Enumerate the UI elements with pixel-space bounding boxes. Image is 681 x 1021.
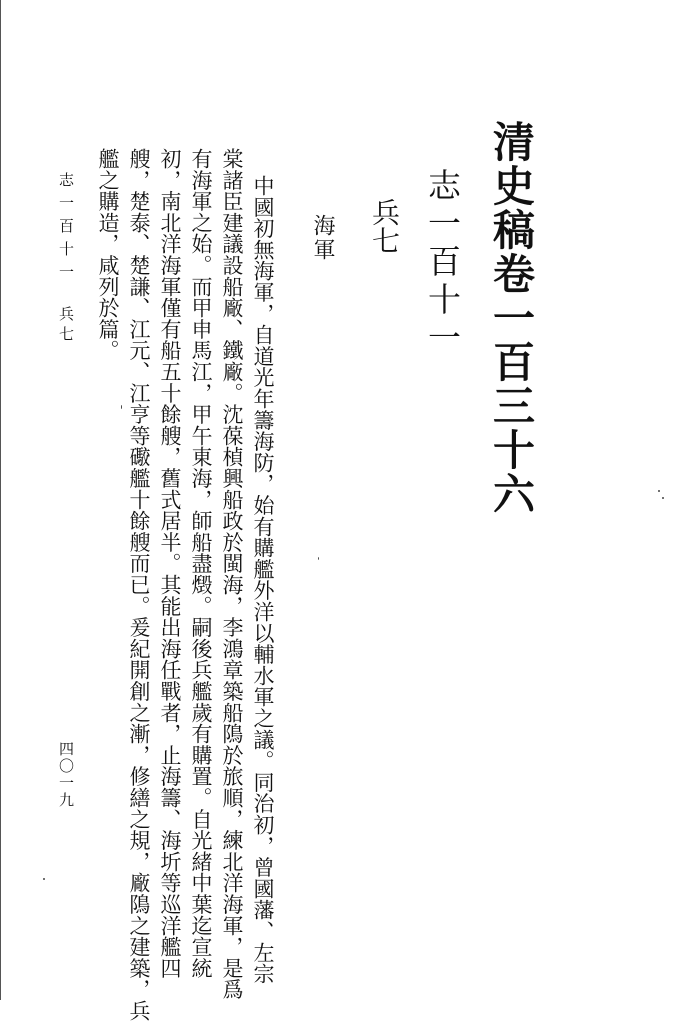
body-column-4: 初，南北洋海軍僅有船五十餘艘，舊式居半。其能出海任戰者，止海籌、海圻等巡洋艦四 [158,148,182,979]
paper-speck [318,557,319,560]
section-heading: 兵七 [368,198,401,254]
paper-speck [662,497,664,499]
margin-section-label: 兵七 [57,306,75,346]
body-column-2: 棠諸臣建議設船廠、鐵廠。沈葆楨興船政於閩海，李鴻章築船隝於旅順，練北洋海軍，是爲 [220,148,244,1000]
body-column-1: 中國初無海軍，自道光年籌海防，始有購艦外洋以輔水軍之議。同治初，曾國藩、左宗 [251,175,275,985]
body-column-5: 艘，楚泰、楚謙、江元、江亨等礮艦十餘艘而已。爰紀開創之漸，修繕之規，廠隝之建築，兵 [127,148,151,1021]
paper-speck [121,405,122,409]
book-title: 清史稿卷一百三十六 [487,120,536,516]
body-column-6: 艦之購造，咸列於篇。 [96,148,120,361]
body-column-3: 有海軍之始。而甲申馬江，甲午東海，師船盡燬。嗣後兵艦歲有購置。自光緒中葉迄宣統 [189,148,213,979]
page-number: 四〇一九 [57,741,75,809]
paper-speck [658,490,660,492]
margin-volume-label: 志一百十一 [57,172,75,287]
subsection-heading: 海軍 [310,214,335,262]
paper-speck [43,878,45,880]
volume-heading: 志一百十一 [423,168,462,358]
page-edge-line [0,0,1,1000]
